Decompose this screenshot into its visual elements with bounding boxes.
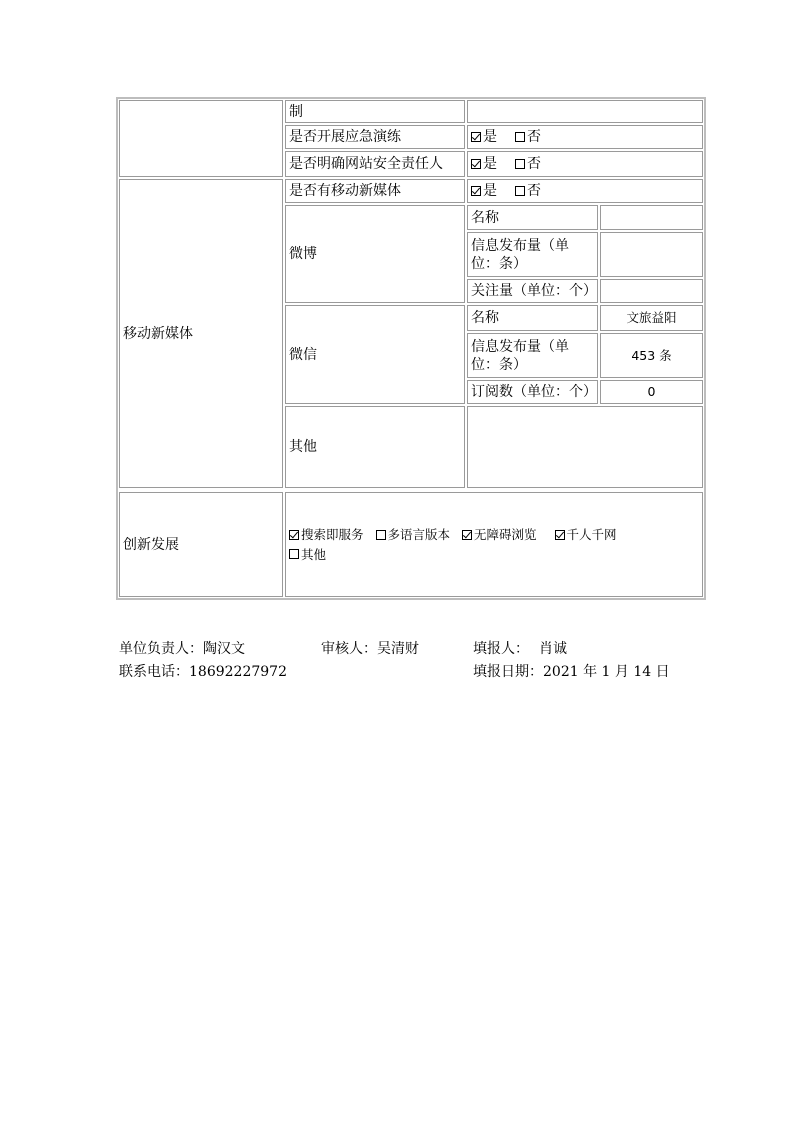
row-drill-label-cell — [285, 125, 465, 149]
wechat-posts-label-cell — [467, 333, 598, 378]
row-security-value-cell — [467, 151, 703, 177]
accessibility-checkbox[interactable] — [462, 530, 472, 540]
innovation-options-line-1 — [289, 525, 699, 545]
mobile-media-section-label: 移动新媒体 — [123, 325, 193, 342]
group-cell-top — [119, 100, 283, 177]
wechat-posts-value: 453 条 — [631, 347, 672, 363]
multilingual-checkbox[interactable] — [376, 530, 386, 540]
other-label: 其他 — [289, 439, 317, 455]
weibo-followers-value-cell — [600, 279, 703, 303]
option-other[interactable] — [289, 545, 326, 564]
weibo-posts-value-cell — [600, 232, 703, 277]
wechat-name-value-cell — [600, 305, 703, 331]
security-yes-label: 是 — [483, 156, 497, 172]
personalized-checkbox[interactable] — [555, 530, 565, 540]
wechat-name-label: 名称 — [471, 310, 499, 326]
weibo-name-label-cell — [467, 205, 598, 230]
drill-no-option[interactable] — [515, 128, 541, 146]
drill-no-label: 否 — [527, 129, 541, 145]
wechat-label: 微信 — [289, 346, 317, 363]
wechat-subscribers-value: 0 — [647, 384, 656, 399]
mobile-media-group-cell — [119, 179, 283, 488]
other-cell — [285, 406, 465, 488]
innovation-other-checkbox[interactable] — [289, 549, 299, 559]
drill-yes-label: 是 — [483, 129, 497, 145]
other-value-cell — [467, 406, 703, 488]
row-mobile-value-cell — [467, 179, 703, 203]
date-label: 填报日期： — [473, 664, 543, 680]
row-zhi-label: 制 — [289, 103, 303, 120]
filler-name: 肖诚 — [539, 641, 567, 657]
owner-label: 单位负责人： — [119, 641, 203, 657]
option-search-service[interactable] — [289, 525, 364, 544]
option-multilingual[interactable] — [376, 525, 451, 544]
wechat-name-label-cell — [467, 305, 598, 331]
innovation-options-cell — [285, 492, 703, 597]
drill-yes-checkbox[interactable] — [471, 132, 481, 142]
personalized-label: 千人千网 — [566, 527, 617, 542]
innovation-section-label: 创新发展 — [123, 536, 179, 553]
innovation-other-label: 其他 — [301, 546, 327, 562]
drill-no-checkbox[interactable] — [515, 132, 525, 142]
row-zhi-label-cell — [285, 100, 465, 123]
footer-date — [473, 663, 670, 681]
row-mobile-label-cell — [285, 179, 465, 203]
row-security-label: 是否明确网站安全责任人 — [289, 156, 443, 172]
weibo-cell — [285, 205, 465, 303]
weibo-posts-label-cell — [467, 232, 598, 277]
wechat-posts-label: 信息发布量（单位：条） — [471, 338, 569, 373]
multilingual-label: 多语言版本 — [387, 527, 451, 542]
row-security-label-cell — [285, 151, 465, 177]
option-personalized[interactable] — [555, 525, 617, 544]
wechat-cell — [285, 305, 465, 404]
mobile-no-label: 否 — [527, 183, 541, 199]
mobile-no-option[interactable] — [515, 182, 541, 200]
innovation-group-cell — [119, 492, 283, 597]
reviewer-name: 吴清财 — [377, 641, 419, 657]
option-accessibility[interactable] — [462, 525, 537, 544]
weibo-followers-label-cell — [467, 279, 598, 303]
row-drill-value-cell — [467, 125, 703, 149]
phone-number: 18692227972 — [189, 664, 287, 680]
wechat-subscribers-label-cell — [467, 380, 598, 404]
accessibility-label: 无障碍浏览 — [474, 527, 537, 542]
footer-owner — [119, 640, 245, 658]
mobile-yes-label: 是 — [483, 183, 497, 199]
footer-reviewer — [321, 640, 419, 658]
filler-label: 填报人： — [473, 641, 529, 657]
mobile-yes-option[interactable] — [471, 182, 497, 200]
row-mobile-label: 是否有移动新媒体 — [289, 183, 401, 199]
weibo-name-value-cell — [600, 205, 703, 230]
mobile-yes-checkbox[interactable] — [471, 186, 481, 196]
weibo-followers-label: 关注量（单位：个） — [471, 283, 597, 299]
weibo-label: 微博 — [289, 246, 317, 262]
security-yes-checkbox[interactable] — [471, 159, 481, 169]
row-zhi-value-cell — [467, 100, 703, 123]
search-service-label: 搜索即服务 — [301, 527, 364, 542]
security-no-checkbox[interactable] — [515, 159, 525, 169]
fill-date: 2021 年 1 月 14 日 — [543, 664, 670, 680]
weibo-posts-label: 信息发布量（单位：条） — [471, 237, 569, 272]
security-yes-option[interactable] — [471, 155, 497, 173]
row-drill-label: 是否开展应急演练 — [289, 129, 401, 145]
security-no-label: 否 — [527, 156, 541, 172]
reviewer-label: 审核人： — [321, 641, 377, 657]
phone-label: 联系电话： — [119, 664, 189, 680]
report-table — [116, 97, 706, 600]
footer-phone — [119, 663, 287, 681]
wechat-name-value: 文旅益阳 — [626, 310, 677, 325]
security-no-option[interactable] — [515, 155, 541, 173]
wechat-posts-value-cell — [600, 333, 703, 378]
weibo-name-label: 名称 — [471, 209, 499, 226]
owner-name: 陶汉文 — [203, 641, 245, 657]
wechat-subscribers-value-cell — [600, 380, 703, 404]
wechat-subscribers-label: 订阅数（单位：个） — [471, 384, 597, 400]
mobile-no-checkbox[interactable] — [515, 186, 525, 196]
search-service-checkbox[interactable] — [289, 530, 299, 540]
footer-filler — [473, 640, 567, 658]
innovation-options-line-2 — [289, 545, 699, 565]
drill-yes-option[interactable] — [471, 128, 497, 146]
